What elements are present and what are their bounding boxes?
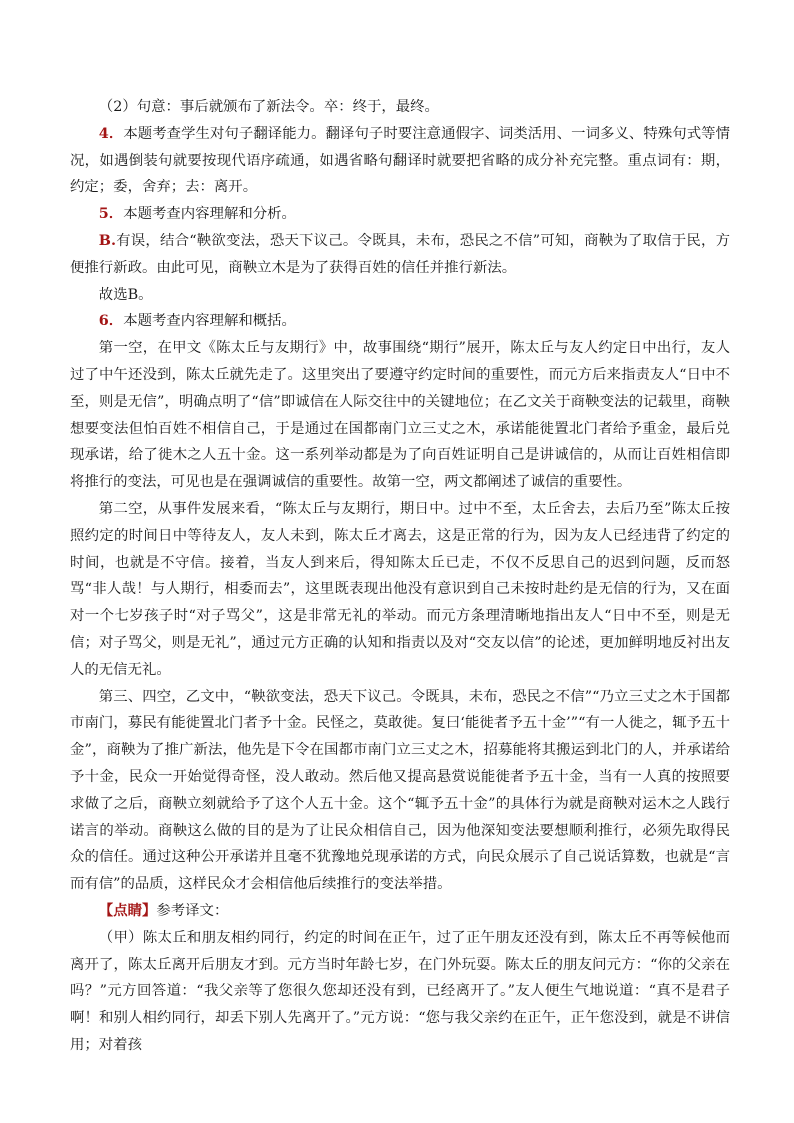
- paragraph-question-5: 5．本题考查内容理解和分析。: [98, 205, 296, 223]
- paragraph-option-b: B.有误，结合“鞅欲变法，恐天下议己。令既具，未布，恐民之不信”可知，商鞅为了取信于民，方便推行新政。由此可见，商鞅立木是为了获得百姓的信任并推行新法。: [70, 231, 730, 276]
- option-letter: B.: [98, 231, 116, 249]
- item-number: 4．: [98, 124, 124, 142]
- paragraph-blank-1: 第一空，在甲文《陈太丘与友期行》中，故事围绕“期行”展开，陈太丘与友人约定日中出行，友人过了中午还没到，陈太丘就先走了。这里突出了要遵守约定时间的重要性，而元方后来指责友人“日中不至，则是无信”，明确点明了“信”即诚信在人际交往中的关键地位；在乙文关于商鞅变法的记载里，商鞅想要变法但怕百姓不相信自己，于是通过在国都南门立三丈之木，承诺能徙置北门者给予重金，最后兑现承诺，给了徙木之人五十金。这一系列举动都是为了向百姓证明自己是讲诚信的，从而让百姓相信即将推行的变法，可见也是在强调诚信的重要性。故第一空，两文都阐述了诚信的重要性。: [70, 340, 730, 491]
- paragraph-translation-a: （甲）陈太丘和朋友相约同行，约定的时间在正午，过了正午朋友还没有到，陈太丘不再等候他而离开了，陈太丘离开后朋友才到。元方当时年龄七岁，在门外玩耍。陈太丘的朋友问元方：“你的父亲在吗？”元方回答道：“我父亲等了您很久您却还没有到，已经离开了。”友人便生气地说道：“真不是君子啊！和别人相约同行，却丢下别人先离开了。”元方说：“您与我父亲约在正午，正午您没到，就是不讲信用；对着孩: [70, 929, 730, 1053]
- paragraph-answer: 故选B。: [98, 286, 153, 303]
- item-number: 5．: [98, 205, 124, 223]
- section-tag: 【点睛】: [98, 901, 157, 919]
- paragraph-question-6: 6．本题考查内容理解和概括。: [98, 312, 296, 330]
- paragraph-blank-3-4: 第三、四空，乙文中，“鞅欲变法，恐天下议己。令既具，未布，恐民之不信”“乃立三丈之木于国都市南门，募民有能徙置北门者予十金。民怪之，莫敢徙。复曰‘能徙者予五十金’”“有一人徙之，辄予五十金”，商鞅为了推广新法，他先是下令在国都市南门立三丈之木，招募能将其搬运到北门的人，并承诺给予十金，民众一开始觉得奇怪，没人敢动。然后他又提高悬赏说能徙者予五十金，当有一人真的按照要求做了之后，商鞅立刻就给予了这个人五十金。这个“辄予五十金”的具体行为就是商鞅对运木之人践行诺言的举动。商鞅这么做的目的是为了让民众相信自己，因为他深知变法要想顺利推行，必须先取得民众的信任。通过这种公开承诺并且毫不犹豫地兑现承诺的方式，向民众展示了自己说话算数，也就是“言而有信”的品质，这样民众才会相信他后续推行的变法举措。: [70, 688, 730, 893]
- paragraph-sentence-meaning: （2）句意：事后就颁布了新法令。卒：终于，最终。: [98, 99, 439, 115]
- item-number: （2）: [98, 99, 137, 115]
- paragraph-blank-2: 第二空，从事件发展来看，“陈太丘与友期行，期日中。过中不至，太丘舍去，去后乃至”陈太丘按照约定的时间日中等待友人，友人未到，陈太丘才离去，这是正常的行为，因为友人已经违背了约定的时间，也就是不守信。接着，当友人到来后，得知陈太丘已走，不仅不反思自己的迟到问题，反而怒骂“非人哉！与人期行，相委而去”，这里既表现出他没有意识到自己未按时赴约是无信的行为，又在面对一个七岁孩子时“对子骂父”，这是非常无礼的举动。而元方条理清晰地指出友人“日中不至，则是无信；对子骂父，则是无礼”，通过元方正确的认知和指责以及对“交友以信”的论述，更加鲜明地反衬出友人的无信无礼。: [70, 500, 730, 678]
- document-body: [70, 94, 730, 1059]
- item-number: 6．: [98, 312, 124, 330]
- paragraph-question-4: 4．本题考查学生对句子翻译能力。翻译句子时要注意通假字、词类活用、一词多义、特殊句式等情况，如遇倒装句就要按现代语序疏通，如遇省略句翻译时就要把省略的成分补充完整。重点词有：期，约定；委，舍弃；去：离开。: [70, 124, 730, 196]
- paragraph-dianjing: 【点睛】参考译文：: [98, 901, 229, 919]
